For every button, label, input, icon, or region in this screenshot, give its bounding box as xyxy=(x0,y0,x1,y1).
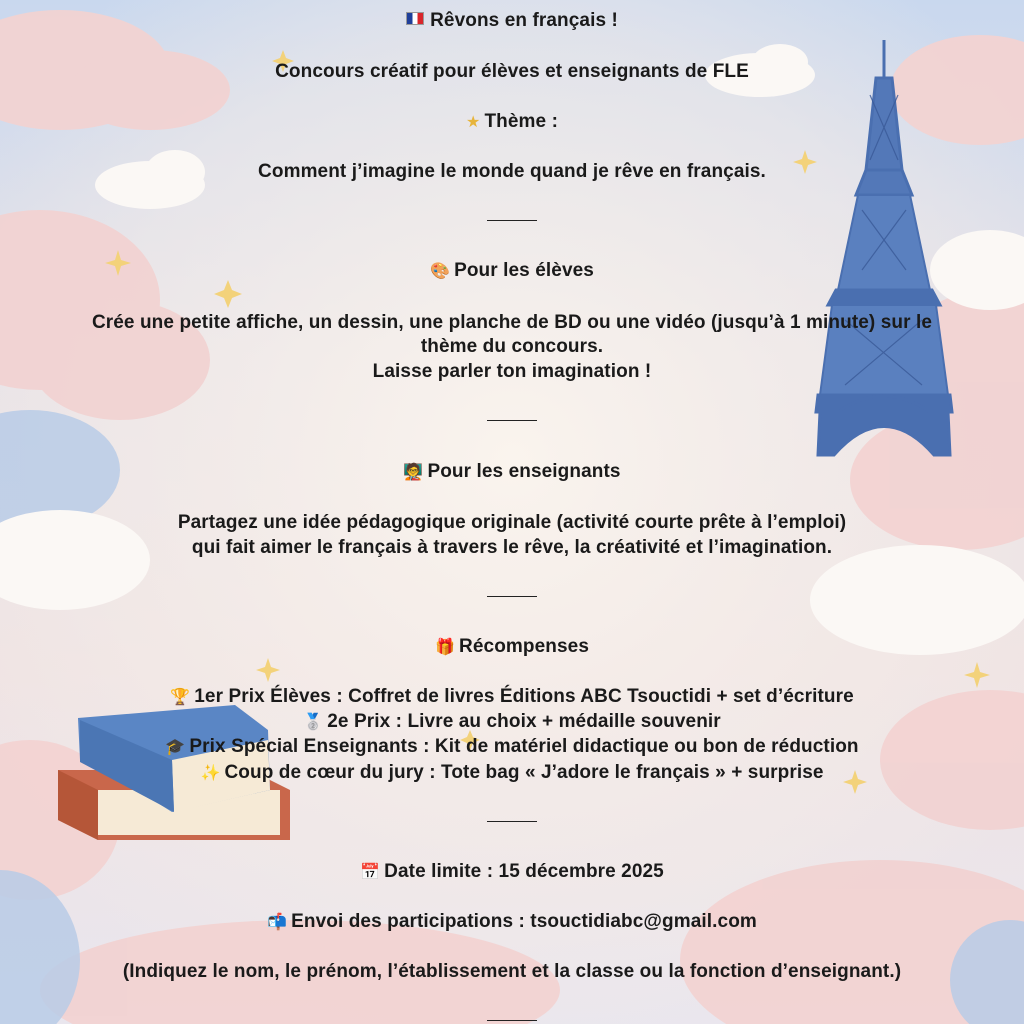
instructions-note: (Indiquez le nom, le prénom, l’établissement et la classe ou la fonction d’enseignant.) xyxy=(122,961,902,982)
title-line xyxy=(0,8,1024,33)
reward-item xyxy=(0,734,1024,759)
submission: Envoi des participations : tsouctidiabc@gmail.com xyxy=(291,911,757,932)
teachers-heading: Pour les enseignants xyxy=(427,461,621,482)
france-flag-icon xyxy=(406,12,424,25)
gift-icon: 🎁 xyxy=(435,637,456,656)
palette-icon: 🎨 xyxy=(430,261,451,280)
teacher-icon: 🧑‍🏫 xyxy=(403,462,424,481)
reward-text: Prix Spécial Enseignants : Kit de matériel didactique ou bon de réduction xyxy=(189,736,859,757)
teachers-heading-line xyxy=(0,459,1024,484)
students-line-1: Crée une petite affiche, un dessin, une planche de BD ou une vidéo (jusqu’à 1 minute) sur le xyxy=(91,312,933,333)
divider xyxy=(487,596,537,597)
star-icon: ★ xyxy=(466,112,481,131)
trophy-icon: 🏆 xyxy=(170,687,191,706)
graduation-cap-icon: 🎓 xyxy=(165,737,186,756)
teachers-line-2: qui fait aimer le français à travers le rêve, la créativité et l’imagination. xyxy=(191,537,833,558)
theme-text: Comment j’imagine le monde quand je rêve en français. xyxy=(258,161,766,182)
students-line-3: Laisse parler ton imagination ! xyxy=(372,361,652,382)
divider xyxy=(487,420,537,421)
theme-heading: Thème : xyxy=(484,111,558,132)
reward-item xyxy=(0,760,1024,785)
calendar-icon: 📅 xyxy=(360,862,381,881)
reward-text: Coup de cœur du jury : Tote bag « J’adore le français » + surprise xyxy=(224,762,824,783)
rewards-heading: Récompenses xyxy=(459,636,589,657)
theme-heading-line xyxy=(0,109,1024,134)
sparkle-icon: ✨ xyxy=(200,763,221,782)
reward-text: 2e Prix : Livre au choix + médaille souvenir xyxy=(327,711,721,732)
medal-icon: 🥈 xyxy=(303,712,324,731)
mailbox-icon: 📬 xyxy=(267,912,288,931)
students-heading-line xyxy=(0,258,1024,283)
students-line-2: thème du concours. xyxy=(420,336,604,357)
teachers-line-1: Partagez une idée pédagogique originale (activité courte prête à l’emploi) xyxy=(177,512,847,533)
divider xyxy=(487,220,537,221)
students-heading: Pour les élèves xyxy=(454,260,594,281)
rewards-heading-line xyxy=(0,634,1024,659)
title: Rêvons en français ! xyxy=(430,10,618,31)
subtitle: Concours créatif pour élèves et enseignants de FLE xyxy=(275,61,749,82)
deadline: Date limite : 15 décembre 2025 xyxy=(384,861,664,882)
divider xyxy=(487,1020,537,1021)
reward-item xyxy=(0,709,1024,734)
reward-item xyxy=(0,684,1024,709)
submission-line xyxy=(0,909,1024,934)
reward-text: 1er Prix Élèves : Coffret de livres Éditions ABC Tsouctidi + set d’écriture xyxy=(194,686,854,707)
deadline-line xyxy=(0,859,1024,884)
divider xyxy=(487,821,537,822)
